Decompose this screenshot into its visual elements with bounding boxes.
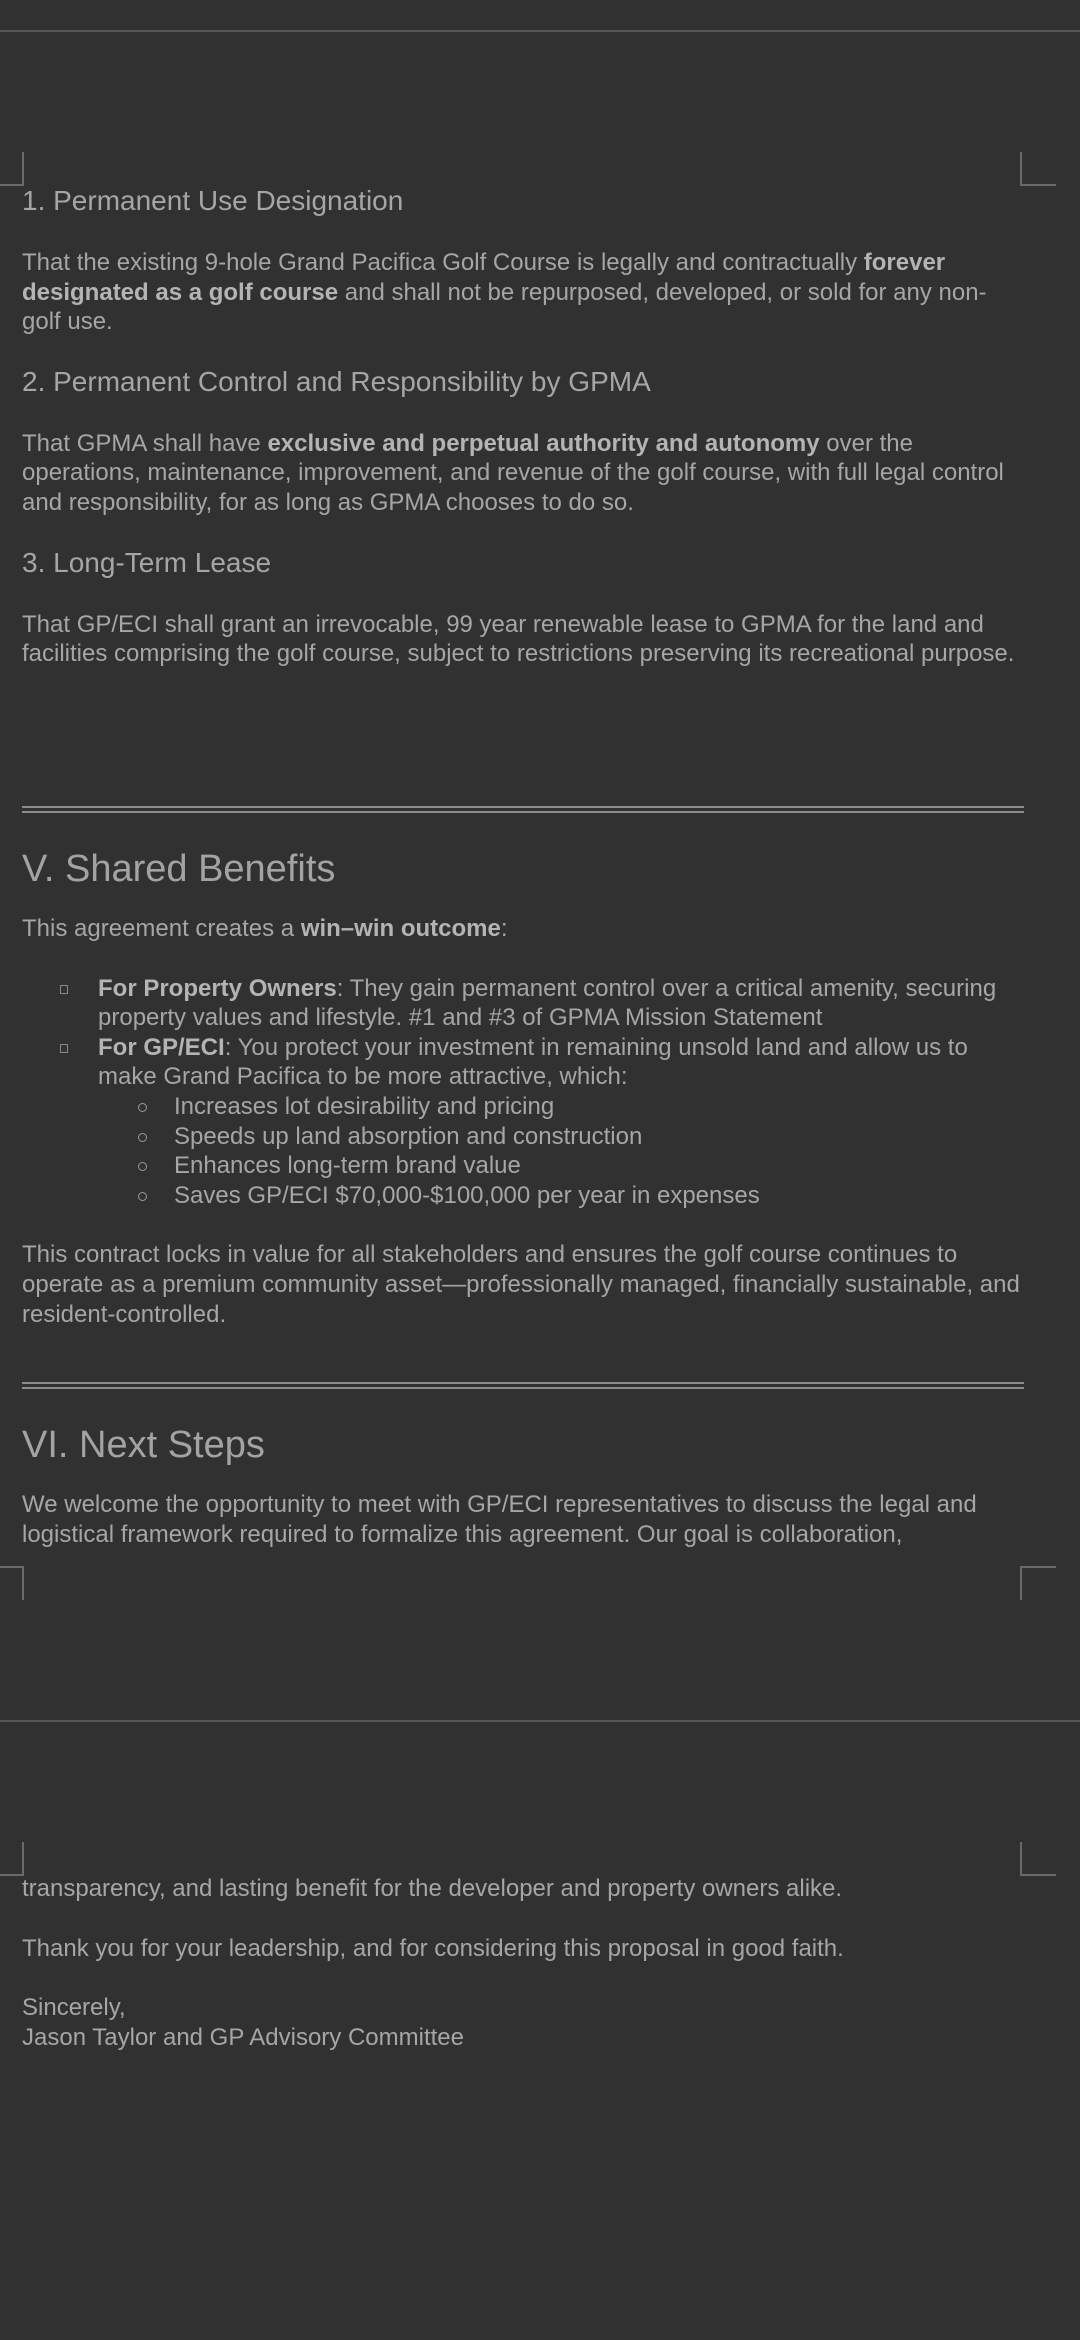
circle-bullet-icon [138,1162,147,1171]
next-steps-section [22,1422,1024,1549]
margin-corner-top-right [1020,152,1056,186]
heading-permanent-control: 2. Permanent Control and Responsibility by GPMA [22,365,651,397]
margin-corner-bottom-right [1020,1566,1056,1600]
shared-benefits-intro: This agreement creates a win–win outcome: [22,915,508,942]
page-top-edge [0,30,1080,32]
closing-salutation: Sincerely, [22,1994,126,2022]
list-item: For GP/ECI: You protect your investment in remaining unsold land and allow us to make Grand Pacifica to be more attractive, which: Increases lot desirability and pricing Speeds up land absorption and construction Enhances long-term brand value Saves GP/ECI $70,000-$100,000 per year in expenses [22,1033,1024,1211]
margin-corner-top-left [0,152,24,186]
circle-bullet-icon [138,1133,147,1142]
margin-corner-top-left [0,1842,24,1876]
section-title-shared-benefits: V. Shared Benefits [22,848,336,890]
next-steps-paragraph: We welcome the opportunity to meet with GP/ECI representatives to discuss the legal and logistical framework required to formalize this agreement. Our goal is collaboration, [22,1491,977,1548]
circle-bullet-icon [138,1192,147,1201]
margin-corner-top-right [1020,1842,1056,1876]
margin-corner-bottom-left [0,1566,24,1600]
signature-name: Jason Taylor and GP Advisory Committee [22,2023,464,2051]
heading-permanent-use: 1. Permanent Use Designation [22,185,404,216]
page-1-body [22,184,1024,669]
sub-benefits-list [98,1092,1024,1210]
bullet-icon [60,1044,68,1053]
paragraph-long-term-lease: That GP/ECI shall grant an irrevocable, 99 year renewable lease to GPMA for the land and facilities comprising the golf course, subject to restrictions preserving its recreational purpose. [22,610,1015,668]
section-divider [22,806,1024,813]
circle-bullet-icon [138,1103,147,1112]
heading-long-term-lease: 3. Long-Term Lease [22,546,272,578]
list-item: Increases lot desirability and pricing [98,1092,1024,1122]
list-item: Saves GP/ECI $70,000-$100,000 per year in expenses [98,1181,1024,1211]
page-2-body [22,1874,1024,2052]
paragraph-permanent-use: That the existing 9-hole Grand Pacifica Golf Course is legally and contractually forever designated as a golf course and shall not be repurposed, developed, or sold for any non-golf use. [22,249,987,336]
shared-benefits-section [22,846,1024,1329]
list-item: Speeds up land absorption and construction [98,1122,1024,1152]
thank-you-paragraph: Thank you for your leadership, and for considering this proposal in good faith. [22,1934,844,1962]
list-item: Enhances long-term brand value [98,1151,1024,1181]
page-break [0,1720,1080,1722]
bullet-icon [60,985,68,994]
shared-benefits-closing: This contract locks in value for all stakeholders and ensures the golf course continues to operate as a premium community asset—professionally managed, financially sustainable, and resident-controlled. [22,1241,1020,1328]
benefits-list [22,974,1024,1211]
list-item: For Property Owners: They gain permanent control over a critical amenity, securing property values and lifestyle. #1 and #3 of GPMA Mission Statement [22,974,1024,1033]
paragraph-permanent-control: That GPMA shall have exclusive and perpetual authority and autonomy over the operations, maintenance, improvement, and revenue of the golf course, with full legal control and responsibility, for as long as GPMA chooses to do so. [22,429,1004,516]
section-title-next-steps: VI. Next Steps [22,1424,265,1466]
section-divider [22,1382,1024,1389]
next-steps-paragraph-continued: transparency, and lasting benefit for the developer and property owners alike. [22,1875,843,1902]
